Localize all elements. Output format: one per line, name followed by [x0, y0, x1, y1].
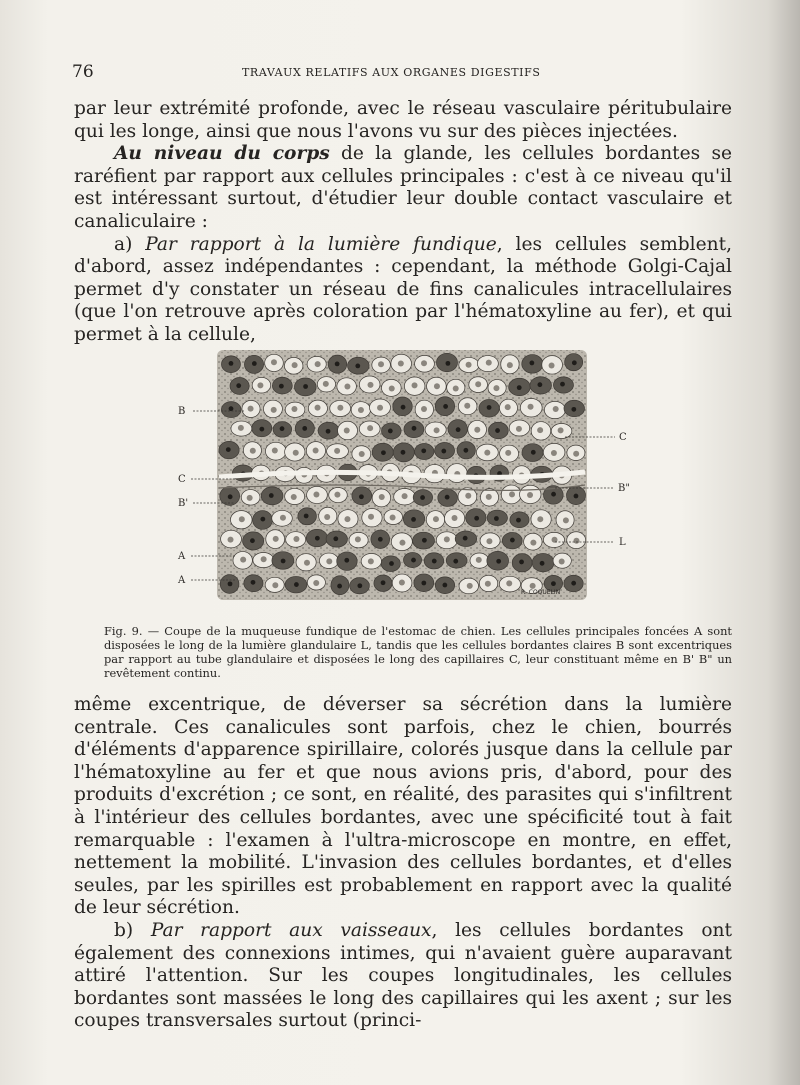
cell-nucleus: [486, 360, 492, 366]
cell-nucleus: [551, 450, 557, 456]
cell-nucleus: [315, 536, 320, 541]
cell-nucleus: [434, 383, 440, 389]
cell-nucleus: [302, 426, 307, 431]
paragraph-text: même excentrique, de déverser sa sécrétion dans la lumière centrale. Ces canalicules sont parfois, chez le chien, bourrés d'éléments d'apparence spirillaire, colorés jusque dans la cellule par l'hématoxyline au fer et que nous avions pris, d'abord, pour des produits d'excrétion ; ce sont, en réalité, des parasites qui s'infiltrent à l'intérieur des cellules bordantes, avec une spécificité tout à fait remarquable : l'examen à l'ultra-microscope en montre, en effet, nettement la mobilité. L'invasion des cellules bordantes, et d'elles seules, par les spirilles est probablement en rapport avec la qualité de leur sécrétion.: [74, 694, 732, 919]
cell-nucleus: [505, 450, 511, 456]
cell-nucleus: [324, 514, 330, 520]
cell-nucleus: [474, 516, 479, 521]
cell-nucleus: [367, 382, 373, 388]
cell-nucleus: [337, 584, 342, 589]
cell-nucleus: [572, 360, 577, 365]
paragraph: [74, 920, 732, 1033]
cell-nucleus: [251, 580, 256, 585]
cell-nucleus: [441, 449, 446, 454]
cell-nucleus: [252, 361, 257, 366]
figure-label-right: C: [619, 432, 627, 443]
cell-nucleus: [238, 425, 244, 431]
cell-nucleus: [540, 561, 545, 566]
cell-nucleus: [323, 381, 329, 387]
cell-nucleus: [509, 491, 515, 497]
cell-nucleus: [272, 582, 278, 588]
cell-nucleus: [531, 450, 536, 455]
caption-label: Fig. 9. —: [104, 624, 160, 638]
cell-nucleus: [293, 450, 299, 456]
cell-nucleus: [411, 517, 416, 522]
cell-nucleus: [486, 494, 492, 500]
cell-nucleus: [271, 407, 277, 413]
figure-label-left: B': [178, 498, 189, 509]
cell-nucleus: [273, 536, 279, 542]
cell-nucleus: [445, 495, 450, 500]
cell-nucleus: [452, 515, 458, 521]
figure-label-left: A: [178, 575, 186, 586]
cell-nucleus: [493, 385, 499, 391]
cell-nucleus: [355, 536, 361, 542]
cell-nucleus: [453, 559, 458, 564]
cell-nucleus: [228, 494, 233, 499]
cell-nucleus: [527, 492, 533, 498]
text-block-top: [74, 98, 732, 347]
cell-nucleus: [378, 361, 384, 367]
cell-nucleus: [402, 493, 408, 499]
cell-nucleus: [303, 384, 308, 389]
cell-nucleus: [399, 579, 405, 585]
text-block-bottom: [74, 694, 732, 1033]
cell-nucleus: [551, 581, 556, 586]
cell-nucleus: [421, 360, 427, 366]
cell-nucleus: [530, 583, 536, 589]
cell-nucleus: [510, 538, 515, 543]
cell-nucleus: [412, 382, 418, 388]
cell-nucleus: [442, 583, 447, 588]
cell-nucleus: [250, 448, 256, 454]
figure-label-left: B: [178, 406, 186, 417]
cell-nucleus: [563, 517, 569, 523]
cell-nucleus: [444, 536, 450, 542]
paragraph-text: de la glande, les cellules bordantes se raréfient par rapport aux cellules principales : c'est à ce niveau qu'il est intéressant surtout, d'étudier leur double contact vasculaire et canaliculaire :: [74, 143, 733, 232]
page-header: [72, 62, 732, 84]
cell-nucleus: [553, 406, 559, 412]
cell-nucleus: [293, 536, 299, 542]
cell-nucleus: [559, 559, 565, 565]
cell-nucleus: [378, 537, 383, 542]
cell-nucleus: [389, 561, 394, 566]
figure-label-right: L: [619, 537, 626, 548]
cell-nucleus: [453, 386, 459, 392]
cell-nucleus: [279, 384, 284, 389]
cell-nucleus: [467, 583, 473, 589]
cell-nucleus: [355, 364, 360, 369]
paragraph-text: , les cellules bordantes ont également des connexions intimes, qui n'avaient guère auparavant attiré l'attention. Sur les coupes longitudinales, les cellules bordantes sont massées le long des capillaires qui les axent ; sur les coupes transversales surtout (princi-: [74, 919, 732, 1032]
cell-nucleus: [530, 540, 536, 546]
cell-nucleus: [334, 448, 340, 454]
cell-nucleus: [476, 557, 482, 563]
cell-nucleus: [280, 515, 286, 521]
running-title: TRAVAUX RELATIFS AUX ORGANES DIGESTIFS: [242, 66, 541, 79]
cell-nucleus: [390, 515, 396, 521]
cell-nucleus: [239, 516, 245, 522]
figure-caption: [104, 624, 732, 680]
histology-figure: [175, 342, 645, 614]
paragraph: [74, 694, 732, 920]
cell-nucleus: [485, 581, 491, 587]
cell-nucleus: [573, 538, 579, 544]
cell-nucleus: [412, 426, 417, 431]
cell-nucleus: [443, 404, 448, 409]
cell-nucleus: [474, 427, 480, 433]
page-number: 76: [72, 62, 94, 82]
paragraph: [74, 143, 732, 233]
cell-nucleus: [560, 382, 565, 387]
paragraph-text: , les cellules semblent, d'abord, assez indépendantes : cependant, la méthode Golgi-Cajal permet d'y constater un réseau de fins canalicules intracellulaires (que l'on retrouve après coloration par l'hématoxyline au fer), et qui permet à la cellule,: [74, 233, 732, 345]
cell-nucleus: [496, 559, 501, 564]
cell-nucleus: [549, 362, 555, 368]
cell-nucleus: [240, 557, 246, 563]
cell-nucleus: [236, 383, 241, 388]
cell-nucleus: [558, 427, 564, 433]
cell-nucleus: [257, 382, 263, 388]
cell-nucleus: [379, 494, 385, 500]
cell-nucleus: [506, 580, 512, 586]
cell-nucleus: [519, 560, 524, 565]
italic-lead: Par rapport aux vaisseaux: [150, 919, 432, 941]
cell-nucleus: [292, 362, 298, 368]
figure-label-right: B": [618, 483, 630, 494]
bold-italic-lead: Au niveau du corps: [114, 143, 330, 165]
caption-text: Coupe de la muqueuse fundique de l'estomac de chien. Les cellules principales foncées A sont disposées le long de la lumière glandulaire L, tandis que les cellules bordantes claires B sont excentriques par rapport au tube glandulaire et disposées le long des capillaires C, leur constituant même en B' B" un revêtement continu.: [104, 624, 733, 680]
cell-nucleus: [260, 517, 265, 522]
cell-nucleus: [333, 536, 338, 541]
paragraph-text: par leur extrémité profonde, avec le réseau vasculaire péritubulaire qui les longe, ainsi que nous l'avons vu sur des pièces injectées.: [74, 98, 732, 142]
cell-nucleus: [247, 495, 253, 501]
cell-nucleus: [359, 494, 364, 499]
cell-nucleus: [466, 362, 472, 368]
cell-nucleus: [399, 540, 405, 546]
cell-nucleus: [313, 491, 319, 497]
cell-nucleus: [446, 361, 451, 366]
cell-nucleus: [344, 383, 350, 389]
cell-nucleus: [484, 450, 490, 456]
cell-nucleus: [280, 426, 285, 431]
cell-nucleus: [377, 405, 383, 411]
cell-nucleus: [344, 427, 350, 433]
cell-nucleus: [294, 582, 299, 587]
cell-nucleus: [433, 516, 439, 522]
cell-nucleus: [367, 425, 373, 431]
cell-nucleus: [334, 492, 340, 498]
artist-signature: R. COQUELIN: [521, 589, 561, 596]
cell-nucleus: [571, 581, 576, 586]
cell-nucleus: [463, 536, 468, 541]
cell-nucleus: [486, 538, 492, 544]
cell-nucleus: [326, 558, 332, 564]
cell-nucleus: [398, 361, 404, 367]
cell-nucleus: [226, 447, 231, 452]
cell-nucleus: [291, 494, 297, 500]
cell-nucleus: [368, 558, 374, 564]
cell-nucleus: [389, 385, 395, 391]
cell-nucleus: [464, 403, 470, 409]
cell-nucleus: [551, 492, 556, 497]
cell-nucleus: [465, 493, 471, 499]
cell-nucleus: [421, 406, 427, 412]
cell-nucleus: [420, 495, 425, 500]
cell-nucleus: [537, 382, 542, 387]
cell-nucleus: [475, 381, 481, 387]
cell-nucleus: [313, 580, 319, 586]
cell-nucleus: [528, 404, 534, 410]
cell-nucleus: [388, 429, 393, 434]
cell-nucleus: [326, 429, 331, 434]
cell-nucleus: [250, 538, 255, 543]
cell-nucleus: [271, 359, 277, 365]
cell-nucleus: [421, 581, 426, 586]
cell-nucleus: [358, 407, 364, 413]
cell-nucleus: [359, 451, 365, 457]
cell-nucleus: [261, 556, 267, 562]
cell-nucleus: [228, 537, 234, 543]
cell-nucleus: [304, 514, 309, 519]
figure-label-left: C: [178, 474, 186, 485]
cell-nucleus: [516, 518, 521, 523]
cell-nucleus: [456, 427, 461, 432]
cell-nucleus: [344, 558, 349, 563]
cell-nucleus: [269, 493, 274, 498]
cell-nucleus: [487, 405, 492, 410]
cell-nucleus: [228, 581, 233, 586]
cell-nucleus: [401, 405, 406, 410]
list-marker: b): [114, 919, 151, 941]
cell-nucleus: [229, 361, 234, 366]
cell-nucleus: [335, 361, 340, 366]
cell-nucleus: [381, 450, 386, 455]
cell-nucleus: [434, 427, 440, 433]
paragraph: [74, 234, 732, 347]
cell-nucleus: [357, 583, 362, 588]
cell-nucleus: [495, 428, 500, 433]
cell-nucleus: [516, 426, 522, 432]
cell-nucleus: [281, 559, 286, 564]
cell-nucleus: [505, 404, 511, 410]
cell-nucleus: [574, 494, 579, 499]
cell-nucleus: [313, 447, 319, 453]
figure-label-left: A: [178, 551, 186, 562]
cell-nucleus: [368, 514, 374, 520]
cell-nucleus: [411, 558, 416, 563]
cell-nucleus: [422, 538, 427, 543]
cell-nucleus: [259, 427, 264, 432]
list-marker: a): [114, 233, 146, 255]
cell-nucleus: [248, 406, 254, 412]
cell-nucleus: [517, 385, 522, 390]
italic-lead: Par rapport à la lumière fundique: [145, 233, 497, 255]
cell-nucleus: [272, 447, 278, 453]
cell-nucleus: [537, 427, 543, 433]
paragraph: [74, 98, 732, 143]
cell-nucleus: [304, 560, 310, 566]
cell-nucleus: [432, 559, 437, 564]
cell-nucleus: [494, 516, 499, 521]
cell-nucleus: [344, 516, 350, 522]
cell-nucleus: [573, 451, 579, 457]
cell-nucleus: [229, 406, 234, 411]
cell-nucleus: [507, 362, 513, 368]
cell-nucleus: [337, 405, 343, 411]
cell-nucleus: [315, 405, 321, 411]
cell-nucleus: [571, 407, 576, 412]
cell-nucleus: [421, 448, 426, 453]
cell-nucleus: [537, 516, 543, 522]
cell-nucleus: [529, 361, 534, 366]
cell-nucleus: [463, 448, 468, 453]
cell-nucleus: [381, 580, 386, 585]
cell-nucleus: [401, 450, 406, 455]
cell-nucleus: [315, 361, 321, 367]
cell-nucleus: [291, 406, 297, 412]
